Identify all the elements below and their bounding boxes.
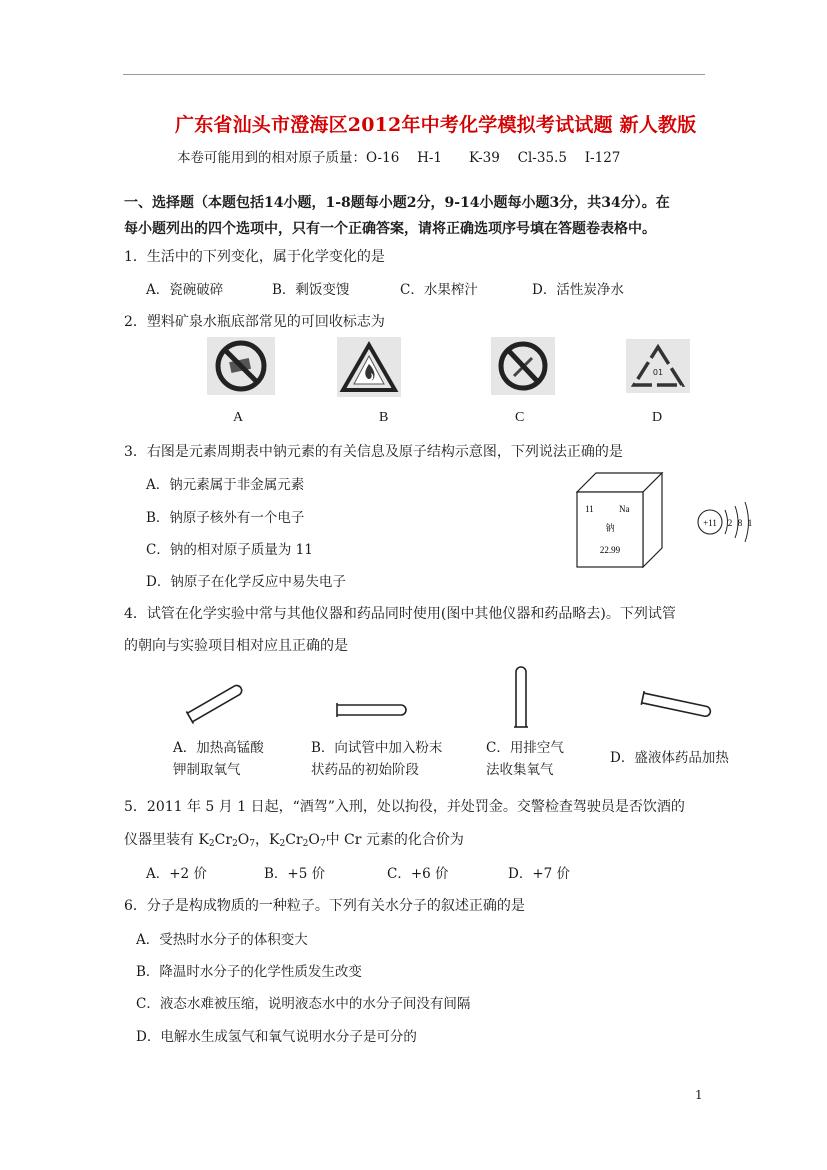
- q4-option-c-line2: 法收集氧气: [486, 762, 554, 778]
- test-tube-c-upright-icon: [510, 664, 532, 732]
- q3-stem: 3．右图是元素周期表中钠元素的有关信息及原子结构示意图，下列说法正确的是: [124, 444, 623, 460]
- element-number: 11: [585, 504, 594, 514]
- q2-stem: 2．塑料矿泉水瓶底部常见的可回收标志为: [124, 314, 385, 330]
- atomic-masses-note: 本卷可能用到的相对原子质量：O-16 H-1 K-39 Cl-35.5 I-127: [177, 150, 621, 166]
- q4-stem-line1: 4．试管在化学实验中常与其他仪器和药品同时使用(图中其他仪器和药品略去)。下列试管: [124, 606, 676, 622]
- q5-option-b: B．+5 价: [264, 866, 326, 882]
- q4-option-a-line2: 钾制取氧气: [173, 762, 241, 778]
- recycle-symbol-icon: [625, 338, 691, 394]
- sodium-atom-structure-diagram: [696, 496, 762, 550]
- q2-label-c: C: [515, 410, 525, 425]
- shell-2-electrons: 8: [737, 518, 743, 528]
- q5-option-d: D．+7 价: [508, 866, 571, 882]
- header-rule: [123, 74, 705, 75]
- test-tube-d-tilted-icon: [636, 686, 716, 724]
- q1-stem: 1．生活中的下列变化，属于化学变化的是: [124, 249, 385, 265]
- page-title: 广东省汕头市澄海区2012年中考化学模拟考试试题 新人教版: [175, 114, 697, 136]
- q3-option-b: B．钠原子核外有一个电子: [146, 510, 305, 526]
- shell-1-electrons: 2: [727, 518, 733, 528]
- section1-intro-line2: 每小题列出的四个选项中，只有一个正确答案，请将正确选项序号填在答题卷表格中。: [124, 221, 656, 237]
- q2-label-b: B: [379, 410, 389, 425]
- q6-option-a: A．受热时水分子的体积变大: [136, 932, 308, 948]
- q1-option-b: B．剩饭变馊: [272, 282, 350, 298]
- q3-option-c: C．钠的相对原子质量为 11: [146, 542, 313, 558]
- q4-option-c-line1: C．用排空气: [486, 740, 564, 756]
- q5-option-a: A．+2 价: [146, 866, 207, 882]
- element-mass: 22.99: [599, 545, 621, 555]
- section1-intro-line1: 一、选择题（本题包括14小题，1-8题每小题2分，9-14小题每小题3分，共34分）。在: [124, 195, 670, 211]
- q4-stem-line2: 的朝向与实验项目相对应且正确的是: [124, 638, 348, 654]
- test-tube-a-tilted-down-icon: [180, 680, 250, 726]
- q2-label-a: A: [233, 410, 244, 425]
- q6-option-c: C．液态水难被压缩，说明液态水中的水分子间没有间隔: [136, 996, 471, 1012]
- element-name: 钠: [605, 524, 615, 534]
- q5-option-c: C．+6 价: [387, 866, 449, 882]
- recycle-code: 01: [652, 368, 664, 377]
- q1-option-c: C．水果榨汁: [400, 282, 478, 298]
- q4-option-a-line1: A．加热高锰酸: [173, 740, 264, 756]
- q4-option-b-line1: B．向试管中加入粉末: [311, 740, 443, 756]
- no-smoking-sign-icon: [490, 336, 556, 396]
- q6-option-d: D．电解水生成氢气和氧气说明水分子是可分的: [136, 1029, 417, 1045]
- q1-option-d: D．活性炭净水: [532, 282, 624, 298]
- no-fire-sign-icon: [206, 336, 276, 396]
- q5-stem-line1: 5．2011 年 5 月 1 日起，“酒驾”入刑，处以拘役，并处罚金。交警检查驾驶员是否饮酒的: [124, 799, 685, 815]
- element-symbol: Na: [619, 504, 630, 514]
- q6-option-b: B．降温时水分子的化学性质发生改变: [136, 964, 362, 980]
- q6-stem: 6．分子是构成物质的一种粒子。下列有关水分子的叙述正确的是: [124, 898, 525, 914]
- sodium-element-cell: [576, 472, 664, 568]
- q4-option-b-line2: 状药品的初始阶段: [311, 762, 419, 778]
- q4-option-d-line1: D．盛液体药品加热: [610, 750, 729, 766]
- q3-option-a: A．钠元素属于非金属元素: [146, 477, 305, 493]
- q2-label-d: D: [652, 410, 663, 425]
- shell-3-electrons: 1: [747, 518, 753, 528]
- flammable-warning-sign-icon: [336, 336, 402, 398]
- test-tube-b-horizontal-icon: [333, 700, 409, 720]
- q1-option-a: A．瓷碗破碎: [146, 282, 224, 298]
- q3-option-d: D．钠原子在化学反应中易失电子: [146, 574, 346, 590]
- page-number: 1: [695, 1088, 703, 1102]
- q5-stem-line2: 仪器里装有 $K_2Cr_2O_7$，$K_2Cr_2O_7$中 Cr 元素的化合价为: [124, 832, 464, 849]
- nucleus-charge: +11: [703, 518, 717, 528]
